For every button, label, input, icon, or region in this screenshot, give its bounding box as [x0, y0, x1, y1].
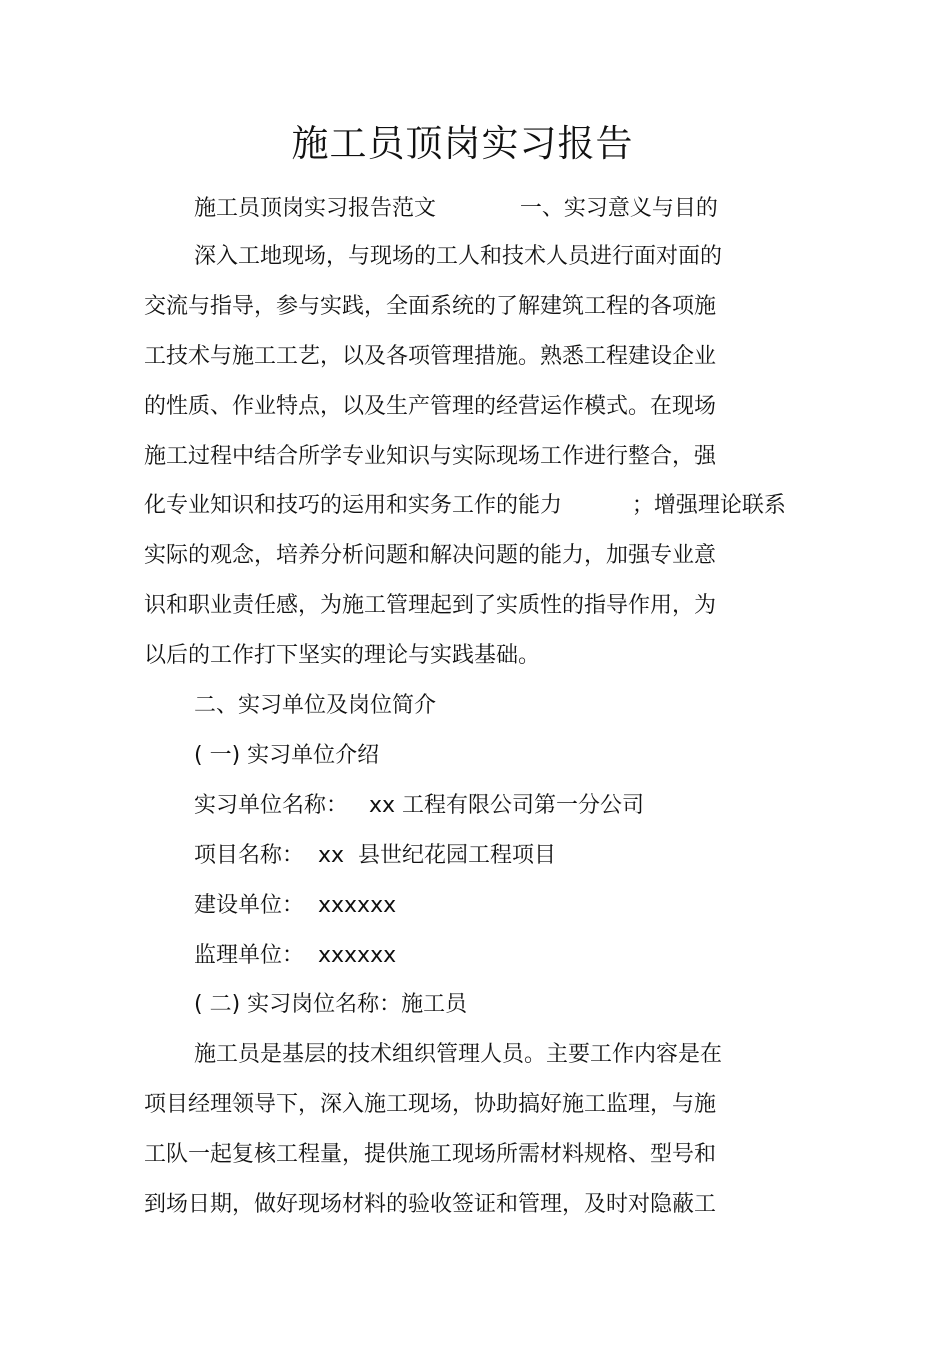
- paragraph-line: 深入工地现场，与现场的工人和技术人员进行面对面的: [194, 244, 723, 269]
- paragraph-line: 交流与指导，参与实践，全面系统的了解建筑工程的各项施: [144, 294, 717, 319]
- paragraph-line: 到场日期，做好现场材料的验收签证和管理，及时对隐蔽工: [144, 1192, 717, 1217]
- subsection-heading: ( 二) 实习岗位名称：施工员: [194, 992, 468, 1017]
- section-heading: 二、实习单位及岗位简介: [194, 693, 437, 718]
- paragraph-line: 施工过程中结合所学专业知识与实际现场工作进行整合，强: [144, 444, 717, 469]
- paragraph-line: 项目经理领导下，深入施工现场，协助搞好施工监理，与施: [144, 1092, 717, 1117]
- subsection-heading: ( 一) 实习单位介绍: [194, 743, 380, 768]
- paragraph-line: 化专业知识和技巧的运用和实务工作的能力 ；增强理论联系: [144, 493, 786, 518]
- info-line: 实习单位名称： xx 工程有限公司第一分公司: [194, 793, 645, 818]
- paragraph-line: 工技术与施工工艺，以及各项管理措施。熟悉工程建设企业: [144, 344, 717, 369]
- info-line: 项目名称： xx 县世纪花园工程项目: [194, 843, 557, 868]
- paragraph-line: 的性质、作业特点，以及生产管理的经营运作模式。在现场: [144, 394, 717, 419]
- document-title: 施工员顶岗实习报告: [291, 122, 634, 165]
- paragraph-line: 以后的工作打下坚实的理论与实践基础。: [144, 643, 541, 668]
- paragraph-line: 识和职业责任感，为施工管理起到了实质性的指导作用，为: [144, 593, 717, 618]
- paragraph-line: 工队一起复核工程量，提供施工现场所需材料规格、型号和: [144, 1142, 717, 1167]
- info-line: 监理单位： xxxxxx: [194, 943, 397, 968]
- info-line: 建设单位： xxxxxx: [194, 893, 397, 918]
- section-intro-line: 施工员顶岗实习报告范文 一、实习意义与目的: [194, 196, 718, 221]
- paragraph-line: 实际的观念，培养分析问题和解决问题的能力，加强专业意: [144, 543, 717, 568]
- paragraph-line: 施工员是基层的技术组织管理人员。主要工作内容是在: [194, 1042, 723, 1067]
